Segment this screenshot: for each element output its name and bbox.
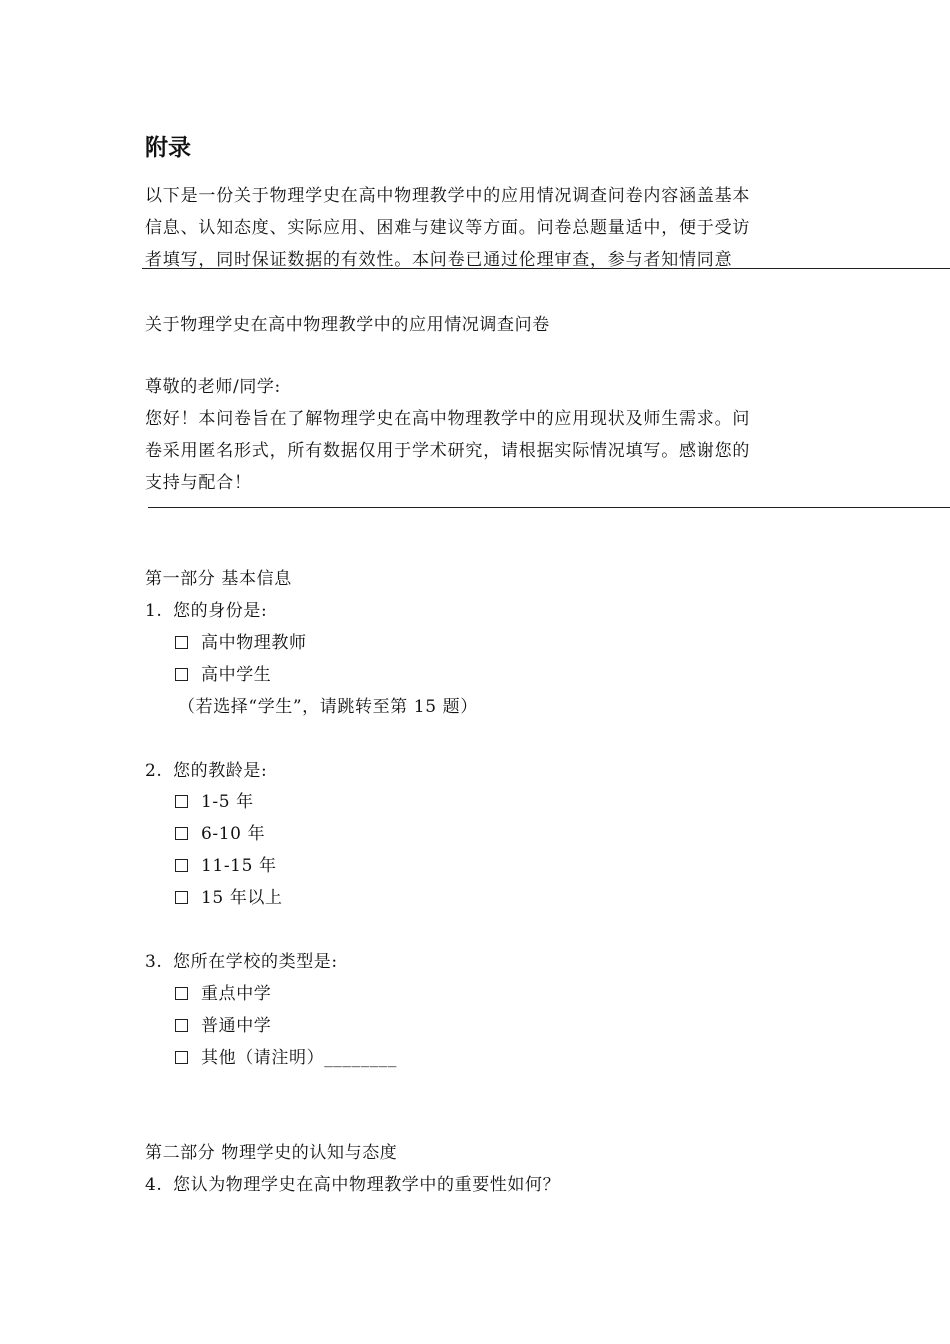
question-number: 4. [145, 1175, 163, 1195]
q1-option-teacher[interactable] [175, 630, 307, 656]
option-label: 11-15 年 [201, 856, 277, 876]
option-label: 6-10 年 [201, 824, 266, 844]
option-label: 其他（请注明）________ [201, 1048, 397, 1068]
checkbox-icon[interactable] [175, 668, 188, 681]
q2-option-2[interactable] [175, 821, 265, 847]
question-2 [145, 758, 267, 784]
option-label: 1-5 年 [201, 792, 254, 812]
intro-line: 卷采用匿名形式，所有数据仅用于学术研究，请根据实际情况填写。感谢您的 [145, 441, 751, 461]
option-label: 普通中学 [201, 1016, 272, 1036]
question-text: 您所在学校的类型是: [173, 952, 338, 972]
survey-greeting: 尊敬的老师/同学: [145, 377, 281, 397]
intro-line: 您好！本问卷旨在了解物理学史在高中物理教学中的应用现状及师生需求。问 [145, 409, 751, 429]
survey-intro [145, 403, 810, 499]
q3-option-other[interactable] [175, 1045, 397, 1071]
q2-option-3[interactable] [175, 853, 277, 879]
option-label: 15 年以上 [201, 888, 283, 908]
question-text: 您的身份是: [173, 601, 268, 621]
checkbox-icon[interactable] [175, 987, 188, 1000]
question-text: 您认为物理学史在高中物理教学中的重要性如何？ [173, 1175, 561, 1195]
q1-option-student[interactable] [175, 662, 271, 688]
question-text: 您的教龄是: [173, 761, 268, 781]
intro-line: 以下是一份关于物理学史在高中物理教学中的应用情况调查问卷内容涵盖基本 [145, 186, 751, 206]
question-3 [145, 949, 338, 975]
question-number: 2. [145, 761, 163, 781]
option-label: 高中学生 [201, 665, 272, 685]
option-label: 重点中学 [201, 984, 272, 1004]
appendix-heading: 附录 [145, 135, 191, 161]
checkbox-icon[interactable] [175, 827, 188, 840]
intro-line: 者填写，同时保证数据的有效性。本问卷已通过伦理审查，参与者知情同意 [145, 250, 733, 270]
q3-option-key-school[interactable] [175, 981, 271, 1007]
part2-title: 第二部分 物理学史的认知与态度 [145, 1143, 398, 1163]
intro-line: 信息、认知态度、实际应用、困难与建议等方面。问卷总题量适中，便于受访 [145, 218, 751, 238]
appendix-intro [145, 180, 810, 276]
section-divider [142, 268, 950, 269]
q3-option-regular-school[interactable] [175, 1013, 271, 1039]
checkbox-icon[interactable] [175, 1019, 188, 1032]
option-label: 高中物理教师 [201, 633, 307, 653]
part1-title: 第一部分 基本信息 [145, 569, 292, 589]
question-number: 3. [145, 952, 163, 972]
checkbox-icon[interactable] [175, 795, 188, 808]
section-divider [148, 507, 950, 508]
q2-option-1[interactable] [175, 789, 254, 815]
question-number: 1. [145, 601, 163, 621]
checkbox-icon[interactable] [175, 1051, 188, 1064]
question-1 [145, 598, 267, 624]
question-4 [145, 1172, 560, 1198]
survey-title: 关于物理学史在高中物理教学中的应用情况调查问卷 [145, 315, 550, 335]
checkbox-icon[interactable] [175, 859, 188, 872]
q1-note: （若选择“学生”，请跳转至第 15 题） [178, 697, 478, 717]
q2-option-4[interactable] [175, 885, 283, 911]
intro-line: 支持与配合！ [145, 473, 252, 493]
checkbox-icon[interactable] [175, 636, 188, 649]
checkbox-icon[interactable] [175, 891, 188, 904]
